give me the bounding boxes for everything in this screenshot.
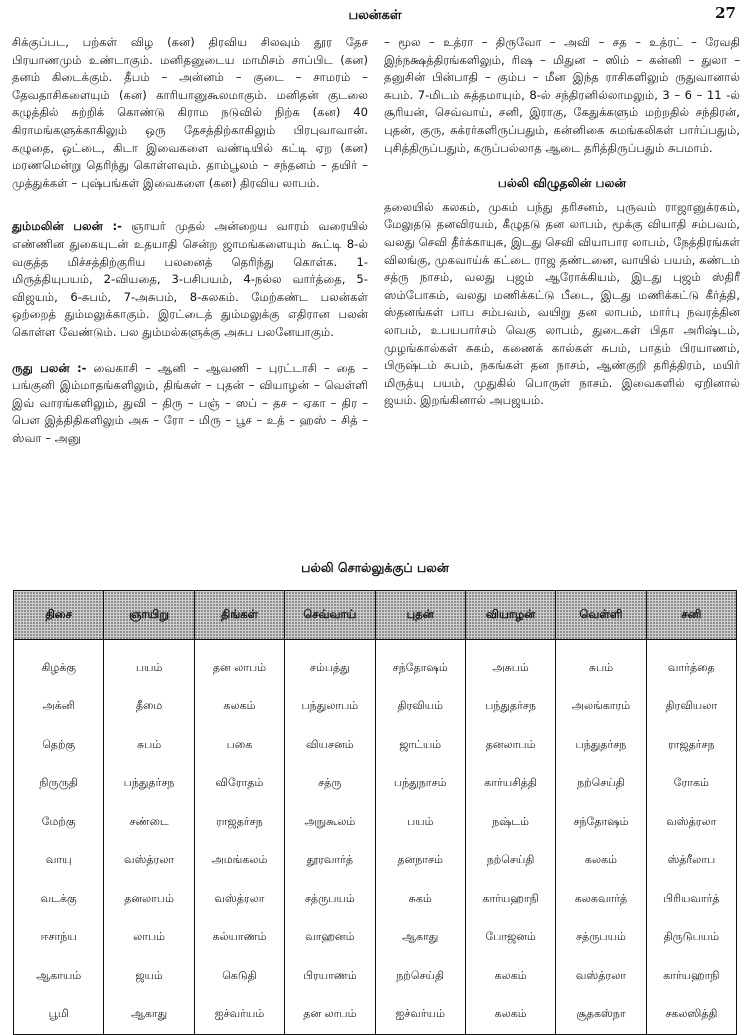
- table-row: [14, 688, 737, 727]
- table-cell: பிரியவார்த்: [646, 880, 736, 919]
- table-row: [14, 919, 737, 958]
- table-cell: ஜயம்: [104, 957, 194, 996]
- table-cell: சந்தோஷம்: [375, 640, 465, 688]
- table-cell: பயம்: [104, 640, 194, 688]
- table-row: [14, 880, 737, 919]
- lizard-sound-table: [13, 590, 737, 1035]
- table-cell: ஆகாது: [375, 919, 465, 958]
- table-cell: வஸ்த்ரலா: [556, 957, 646, 996]
- table-cell: சத்ருபயம்: [556, 919, 646, 958]
- table-cell: கலகம்: [556, 842, 646, 881]
- table-cell: தன லாபம்: [194, 640, 284, 688]
- table-row: [14, 957, 737, 996]
- header-thursday: வியாழன்: [465, 591, 555, 640]
- table-cell: தனலாபம்: [465, 726, 555, 765]
- table-cell: பகை: [194, 726, 284, 765]
- table-cell: அநுகூலம்: [285, 803, 375, 842]
- table-cell: பிரயாணம்: [285, 957, 375, 996]
- right-paragraph-1: – மூல – உத்ரா – திருவோ – அவி – சத – உத்ரட் – ரேவதி இந்நக்ஷத்திரங்களிலும், ரிஷ – மிதுன – ஸிம் – கன்னி – துலா – தனுசின் பின்பாதி – கும்ப – மீன இந்த ராசிகளிலும் ருதுவானால் சுபம். 7-மிடம் சுத்தமாயும், 8-ல் சந்திரனில்லாமலும், 3 – 6 – 11 -ல் சூரியன், செவ்வாய், சனி, இராகு, கேதுக்களும் மற்றதில் சந்திரன், புதன், குரு, சுக்ரர்களிருப்பதும், கன்னிகை சுமங்கலிகள் பார்ப்பதும், புசித்திருப்பதும், கருப்பல்லாத ஆடை தரித்திருப்பதும் சுபமாம்.: [384, 35, 740, 155]
- direction-cell: நிருருதி: [14, 765, 104, 804]
- table-cell: கலகம்: [465, 957, 555, 996]
- table-cell: சத்ரு: [285, 765, 375, 804]
- table-cell: சகலஸித்தி: [646, 996, 736, 1035]
- header-tuesday: செவ்வாய்: [285, 591, 375, 640]
- table-cell: சண்டை: [104, 803, 194, 842]
- table-body: [14, 640, 737, 1035]
- table-cell: வாஹனம்: [285, 919, 375, 958]
- sneeze-heading: தும்மலின் பலன் :-: [12, 219, 122, 234]
- table-cell: ஐச்வர்யம்: [194, 996, 284, 1035]
- table-cell: ஐச்வர்யம்: [375, 996, 465, 1035]
- direction-cell: ஆகாயம்: [14, 957, 104, 996]
- table-cell: தனலாபம்: [104, 880, 194, 919]
- ruthu-section: [12, 360, 368, 448]
- table-cell: பந்துதர்சந: [104, 765, 194, 804]
- table-cell: பயம்: [375, 803, 465, 842]
- lizard-heading: பல்லி விழுதலின் பலன்: [497, 176, 627, 191]
- table-cell: நஷ்டம்: [465, 803, 555, 842]
- table-cell: கார்யஹாநி: [646, 957, 736, 996]
- table-cell: கல்யாணம்: [194, 919, 284, 958]
- table-cell: தூரவார்த்: [285, 842, 375, 881]
- table-cell: லாபம்: [104, 919, 194, 958]
- direction-cell: வடக்கு: [14, 880, 104, 919]
- right-column: [384, 34, 740, 428]
- table-cell: சத்ருபயம்: [285, 880, 375, 919]
- left-paragraph-1: சிக்குப்பட, பற்கள் விழ (கன) திரவிய சிலவும் தூர தேச பிரயாணமும் உண்டாகும். மனிதனுடைய மாமிசம் சாப்பிட (கன) தனம் கிடைக்கும். தீபம் – அன்னம் – குடை – சாமரம் – தேவதாசிகளையும் (கன) காரியானுகூலமாகும். மனிதன் குடலை கழுத்தில் சுற்றிக் கொண்டு கிராம நடுவில் நிற்க (கன) 40 கிராமங்களுக்காகிலும் ஒரு தேசத்திற்காகிலும் பிரபுவாவான். கழுதை, ஒட்டை, கிடா இவைகளை வண்டியில் கட்டி ஏற (கன) மரணமென்று தெரிந்து கொள்ளவும். தாம்பூலம் – சந்தனம் – தயிர் – முத்துக்கள் – புஷ்பங்கள் இவைகளை (கன) திரவிய லாபம்.: [12, 35, 368, 190]
- table-title: பல்லி சொல்லுக்குப் பலன்: [301, 560, 449, 575]
- table-cell: சந்தோஷம்: [556, 803, 646, 842]
- direction-cell: மேற்கு: [14, 803, 104, 842]
- direction-cell: அக்னி: [14, 688, 104, 727]
- table-cell: அமங்கலம்: [194, 842, 284, 881]
- header-monday: திங்கள்: [194, 591, 284, 640]
- table-cell: போஜனம்: [465, 919, 555, 958]
- table-cell: அசுபம்: [465, 640, 555, 688]
- sneeze-text: ஞாயர் முதல் அன்றைய வாரம் வரையில் எண்ணின துகையுடன் உதயாதி சென்ற ஜாமங்களையும் கூட்டி 8-ல் வகுத்த மிச்சத்திற்குரிய பலனைத் தெரிந்து கொள்க. 1-மிருத்தியுபயம், 2-வியதை, 3-பசிபயம், 4-நல்ல வார்த்தை, 5-விஜயம், 6-சுபம், 7-அசுபம், 8-கலகம். மேற்கண்ட பலன்கள் ஒற்றைத் தும்மலுக்காகும். இரட்டைத் தும்மலுக்கு எதிரான பலன் கொள்ள வேண்டும். பல தும்மல்களுக்கு அசுப பலனேயாகும்.: [12, 219, 369, 339]
- table-cell: ராஜதர்சந: [194, 803, 284, 842]
- header-wednesday: புதன்: [375, 591, 465, 640]
- header-friday: வெள்ளி: [556, 591, 646, 640]
- table-cell: ரோகம்: [646, 765, 736, 804]
- table-cell: பந்துநாசம்: [375, 765, 465, 804]
- table-cell: கலகவார்த்: [556, 880, 646, 919]
- table-cell: தீமை: [104, 688, 194, 727]
- table-cell: பந்துலாபம்: [285, 688, 375, 727]
- table-row: [14, 726, 737, 765]
- table-cell: நற்செய்தி: [375, 957, 465, 996]
- table-cell: தனநாசம்: [375, 842, 465, 881]
- table-cell: சூதகஸ்நா: [556, 996, 646, 1035]
- ruthu-text: வைகாசி – ஆனி – ஆவணி – புரட்டாசி – தை – பங்குனி இம்மாதங்களிலும், திங்கள் – புதன் – வியாழன் – வெள்ளி இவ் வாரங்களிலும், துவி – திரு – பஞ் – ஸப் – தச – ஏகா – திர – பௌ இத்திதிகளிலும் அசு – ரோ – மிரு – பூச – உத் – ஹஸ் – சித் – ஸ்வா – அனு: [12, 360, 368, 445]
- table-cell: தன லாபம்: [285, 996, 375, 1035]
- table-row: [14, 996, 737, 1035]
- page-number: 27: [715, 4, 736, 22]
- table-row: [14, 842, 737, 881]
- direction-cell: ஈசாந்ய: [14, 919, 104, 958]
- table-cell: சம்பத்து: [285, 640, 375, 688]
- table-row: [14, 640, 737, 688]
- table-header-row: [14, 591, 737, 640]
- header-direction: திசை: [14, 591, 104, 640]
- direction-cell: கிழக்கு: [14, 640, 104, 688]
- table-cell: திருடுபயம்: [646, 919, 736, 958]
- direction-cell: தெற்கு: [14, 726, 104, 765]
- table-cell: வியசனம்: [285, 726, 375, 765]
- header-saturday: சனி: [646, 591, 736, 640]
- header-sunday: ஞாயிறு: [104, 591, 194, 640]
- table-cell: திரவியலா: [646, 688, 736, 727]
- table-cell: கார்யசித்தி: [465, 765, 555, 804]
- table-cell: பந்துதர்சந: [556, 726, 646, 765]
- table-cell: கலகம்: [465, 996, 555, 1035]
- sneeze-section: [12, 218, 368, 341]
- table-cell: வார்த்தை: [646, 640, 736, 688]
- ruthu-heading: ருது பலன் :-: [12, 360, 87, 375]
- table-cell: ராஜதர்சந: [646, 726, 736, 765]
- table-cell: கலகம்: [194, 688, 284, 727]
- direction-cell: வாயு: [14, 842, 104, 881]
- table-cell: சுகம்: [375, 880, 465, 919]
- table-cell: ஆகாது: [104, 996, 194, 1035]
- table-cell: திரவியம்: [375, 688, 465, 727]
- table-cell: சுபம்: [104, 726, 194, 765]
- left-column: [12, 34, 368, 465]
- table-cell: கார்யஹாநி: [465, 880, 555, 919]
- table-row: [14, 803, 737, 842]
- table-cell: வஸ்த்ரலா: [104, 842, 194, 881]
- table-cell: பந்துதர்சந: [465, 688, 555, 727]
- table-cell: நற்செய்தி: [465, 842, 555, 881]
- table-cell: வஸ்த்ரலா: [646, 803, 736, 842]
- running-title: பலன்கள்: [348, 8, 402, 23]
- direction-cell: பூமி: [14, 996, 104, 1035]
- table-cell: சுபம்: [556, 640, 646, 688]
- table-cell: வஸ்த்ரலா: [194, 880, 284, 919]
- table-cell: விரோதம்: [194, 765, 284, 804]
- table-cell: கெடுதி: [194, 957, 284, 996]
- table-row: [14, 765, 737, 804]
- lizard-text: தலையில் கலகம், முகம் பந்து தரிசனம், புருவம் ராஜானுக்ரகம், மேலுதடு தனவிரயம், கீழுதடு தன லாபம், மூக்கு வியாதி சம்பவம், வலது செவி தீர்க்காயுசு, இடது செவி வியாபார லாபம், நேத்திரங்கள் விலங்கு, முகவாய்க் கட்டை ராஜ தண்டனை, வாயில் பயம், கண்டம் சத்ரு நாசம், வலது புஜம் ஆரோக்கியம், இடது புஜம் ஸ்திரீ ஸம்போகம், வலது மணிக்கட்டு பீடை, இடது மணிக்கட்டு கீர்த்தி, ஸ்தனங்கள் பாப சம்பவம், வயிறு தன லாபம், மார்பு நவரத்தின லாபம், உபயபார்சம் வெகு லாபம், துடைகள் பிதா அரிஷ்டம், முழங்கால்கள் சுகம், கணைக் கால்கள் சுபம், பாதம் பிரயாணம், பிருஷ்டம் சுபம், நகங்கள் தன நாசம், ஆண்குறி தரித்திரம், மயிர் மிருத்யு பயம், முதுகில் பொருள் நாசம். இவைகளில் ஏறினால் ஜயம். இறங்கினால் அபஜயம்.: [384, 199, 740, 408]
- table-cell: ஜாட்யம்: [375, 726, 465, 765]
- table-cell: நற்செய்தி: [556, 765, 646, 804]
- table-cell: அலங்காரம்: [556, 688, 646, 727]
- table-cell: ஸ்த்ரீலாப: [646, 842, 736, 881]
